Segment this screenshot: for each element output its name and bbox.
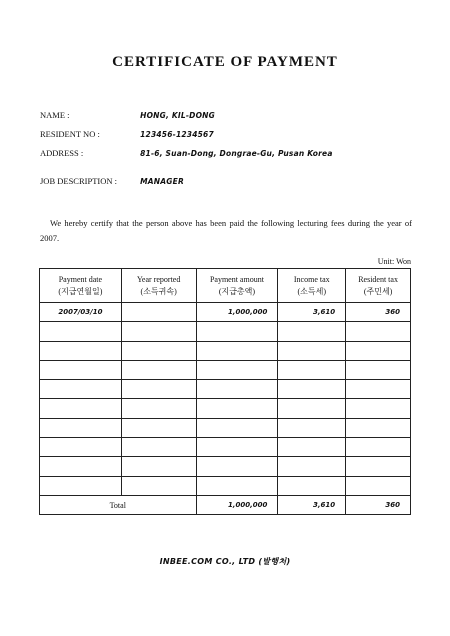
payment-amount-cell xyxy=(196,322,278,341)
payment-date-cell xyxy=(40,322,122,341)
payment-date-cell: 2007/03/10 xyxy=(40,303,122,322)
payment-amount-cell xyxy=(196,360,278,379)
resident-tax-cell xyxy=(346,360,411,379)
payment-date-cell xyxy=(40,457,122,476)
name-field xyxy=(40,110,215,120)
payment-amount-cell xyxy=(196,476,278,495)
income-tax-cell xyxy=(278,380,346,399)
resident-tax-cell xyxy=(346,341,411,360)
resident-tax-cell xyxy=(346,418,411,437)
job-field xyxy=(40,176,184,186)
resident-value: 123456-1234567 xyxy=(140,130,214,139)
address-label: ADDRESS : xyxy=(40,148,84,158)
payment-date-cell xyxy=(40,418,122,437)
resident-tax-cell xyxy=(346,322,411,341)
certification-statement: We hereby certify that the person above has been paid the following lecturing fees during the year of 2007. xyxy=(40,218,412,243)
total-income-tax: 3,610 xyxy=(278,495,346,514)
resident-tax-cell xyxy=(346,399,411,418)
payment-amount-cell xyxy=(196,438,278,457)
resident-tax-cell xyxy=(346,457,411,476)
unit-label: Unit: Won xyxy=(377,257,411,266)
resident-tax-cell xyxy=(346,438,411,457)
table-row xyxy=(40,457,411,476)
job-value: MANAGER xyxy=(140,177,184,186)
address-field xyxy=(40,148,333,158)
payment-amount-cell xyxy=(196,380,278,399)
income-tax-cell xyxy=(278,322,346,341)
table-row xyxy=(40,399,411,418)
year-reported-cell xyxy=(121,476,196,495)
income-tax-cell xyxy=(278,399,346,418)
payment-amount-cell xyxy=(196,341,278,360)
year-reported-cell xyxy=(121,303,196,322)
header-payment-amount: Payment amount (지급총액) xyxy=(196,269,278,303)
payment-amount-cell xyxy=(196,457,278,476)
address-value: 81-6, Suan-Dong, Dongrae-Gu, Pusan Korea xyxy=(140,149,333,158)
header-payment-date: Payment date (지급연월일) xyxy=(40,269,122,303)
total-label: Total xyxy=(40,495,197,514)
total-row xyxy=(40,495,411,514)
year-reported-cell xyxy=(121,322,196,341)
name-label: NAME : xyxy=(40,110,70,120)
income-tax-cell xyxy=(278,457,346,476)
payment-date-cell xyxy=(40,360,122,379)
year-reported-cell xyxy=(121,418,196,437)
issuer-footer: INBEE.COM CO., LTD (발행처) xyxy=(159,557,291,566)
document-title: CERTIFICATE OF PAYMENT xyxy=(112,54,338,70)
income-tax-cell xyxy=(278,418,346,437)
payment-date-cell xyxy=(40,438,122,457)
table-row xyxy=(40,438,411,457)
year-reported-cell xyxy=(121,457,196,476)
header-income-tax: Income tax (소득세) xyxy=(278,269,346,303)
income-tax-cell: 3,610 xyxy=(278,303,346,322)
table-row xyxy=(40,322,411,341)
year-reported-cell xyxy=(121,438,196,457)
table-row xyxy=(40,380,411,399)
resident-field xyxy=(40,129,214,139)
payment-table xyxy=(39,268,411,515)
payment-date-cell xyxy=(40,476,122,495)
payment-amount-cell xyxy=(196,418,278,437)
table-row xyxy=(40,476,411,495)
resident-tax-cell xyxy=(346,476,411,495)
payment-amount-cell xyxy=(196,399,278,418)
payment-date-cell xyxy=(40,380,122,399)
job-label: JOB DESCRIPTION : xyxy=(40,176,117,186)
payment-date-cell xyxy=(40,341,122,360)
total-payment-amount: 1,000,000 xyxy=(196,495,278,514)
name-value: HONG, KIL-DONG xyxy=(140,111,215,120)
header-resident-tax: Resident tax (주민세) xyxy=(346,269,411,303)
year-reported-cell xyxy=(121,341,196,360)
year-reported-cell xyxy=(121,380,196,399)
table-header-row xyxy=(40,269,411,303)
payment-amount-cell: 1,000,000 xyxy=(196,303,278,322)
table-row xyxy=(40,341,411,360)
payment-date-cell xyxy=(40,399,122,418)
year-reported-cell xyxy=(121,360,196,379)
header-year-reported: Year reported (소득귀속) xyxy=(121,269,196,303)
income-tax-cell xyxy=(278,341,346,360)
total-resident-tax: 360 xyxy=(346,495,411,514)
income-tax-cell xyxy=(278,476,346,495)
year-reported-cell xyxy=(121,399,196,418)
income-tax-cell xyxy=(278,438,346,457)
table-row xyxy=(40,418,411,437)
table-row xyxy=(40,303,411,322)
resident-tax-cell: 360 xyxy=(346,303,411,322)
table-row xyxy=(40,360,411,379)
income-tax-cell xyxy=(278,360,346,379)
resident-label: RESIDENT NO : xyxy=(40,129,100,139)
resident-tax-cell xyxy=(346,380,411,399)
